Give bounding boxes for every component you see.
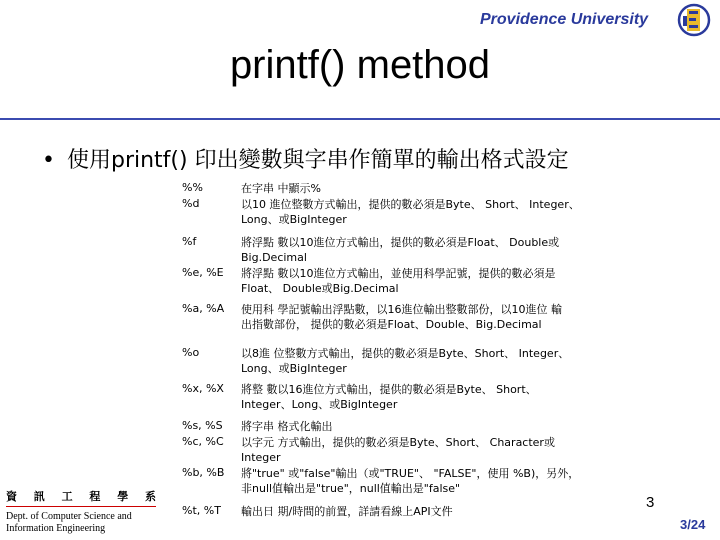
desc-x (241, 382, 537, 412)
desc-b-line2: 非null值輸出是"true"，null值輸出是"false" (241, 482, 461, 495)
department-english-name (6, 511, 132, 535)
desc-percent: 在字串 中顯示% (241, 182, 321, 195)
desc-t: 輸出日 期/時間的前置，詳請看線上API文件 (241, 505, 453, 518)
spec-percent: %% (182, 181, 203, 194)
spec-x: %x, %X (182, 382, 224, 395)
desc-d-line1: 以10 進位整數方式輸出，提供的數必須是Byte、 Short、 Integer、 (241, 198, 580, 211)
page-number: 3/24 (680, 517, 706, 532)
desc-e-line1: 將浮點 數以10進位方式輸出，並使用科學記號，提供的數必須是 (241, 267, 556, 280)
spec-t: %t, %T (182, 504, 221, 517)
department-chinese-name (6, 488, 156, 504)
dept-char: 學 (117, 490, 129, 503)
slide-title: printf() method (229, 43, 491, 87)
university-logo-icon (676, 2, 712, 38)
bullet-text: 使用printf() 印出變數與字串作簡單的輸出格式設定 (66, 148, 569, 173)
desc-a-line1: 使用科 學記號輸出浮點數，以16進位輸出整數部份，以10進位 輸 (241, 303, 562, 316)
desc-x-line1: 將整 數以16進位方式輸出，提供的數必須是Byte、 Short、 (241, 383, 537, 396)
desc-d-line2: Long、或BigInteger (241, 213, 347, 226)
desc-e-line2: Float、 Double或Big.Decimal (241, 282, 399, 295)
spec-s: %s, %S (182, 419, 223, 432)
desc-f (241, 235, 559, 265)
dept-char: 工 (61, 490, 73, 503)
spec-c: %c, %C (182, 435, 224, 448)
spec-a: %a, %A (182, 302, 225, 315)
desc-a (241, 302, 562, 332)
dept-char: 系 (144, 490, 156, 503)
desc-c-line1: 以字元 方式輸出，提供的數必須是Byte、Short、 Character或 (241, 436, 555, 449)
desc-o-line2: Long、或BigInteger (241, 362, 347, 375)
dept-en-line2: Information Engineering (6, 523, 106, 534)
desc-f-line1: 將浮點 數以10進位方式輸出，提供的數必須是Float、 Double或 (241, 236, 560, 249)
desc-b-line1: 將"true" 或"false"輸出（或"TRUE"、 "FALSE"，使用 %B)，另外， (241, 467, 580, 480)
bullet-icon: • (42, 148, 55, 173)
university-name: Providence University (480, 11, 649, 28)
desc-b (241, 466, 579, 496)
desc-o-line1: 以8進 位整數方式輸出，提供的數必須是Byte、Short、 Integer、 (241, 347, 570, 360)
desc-e (241, 266, 556, 296)
spec-b: %b, %B (182, 466, 225, 479)
desc-s: 將字串 格式化輸出 (241, 420, 333, 433)
spec-f: %f (182, 235, 197, 248)
spec-e: %e, %E (182, 266, 224, 279)
dept-en-line1: Dept. of Computer Science and (6, 511, 132, 522)
desc-c (241, 435, 555, 465)
spec-d: %d (182, 197, 200, 210)
dept-char: 資 (6, 490, 17, 503)
department-divider (6, 506, 156, 507)
desc-f-line2: Big.Decimal (241, 251, 307, 264)
slide-number: 3 (646, 494, 655, 511)
desc-d (241, 197, 580, 227)
desc-x-line2: Integer、Long、或BigInteger (241, 398, 398, 411)
desc-a-line2: 出指數部份， 提供的數必須是Float、Double、Big.Decimal (241, 318, 542, 331)
desc-o (241, 346, 569, 376)
spec-o: %o (182, 346, 200, 359)
desc-c-line2: Integer (241, 451, 281, 464)
title-divider (0, 118, 720, 120)
bullet-point (42, 143, 569, 174)
dept-char: 程 (89, 490, 101, 503)
dept-char: 訊 (33, 490, 45, 503)
